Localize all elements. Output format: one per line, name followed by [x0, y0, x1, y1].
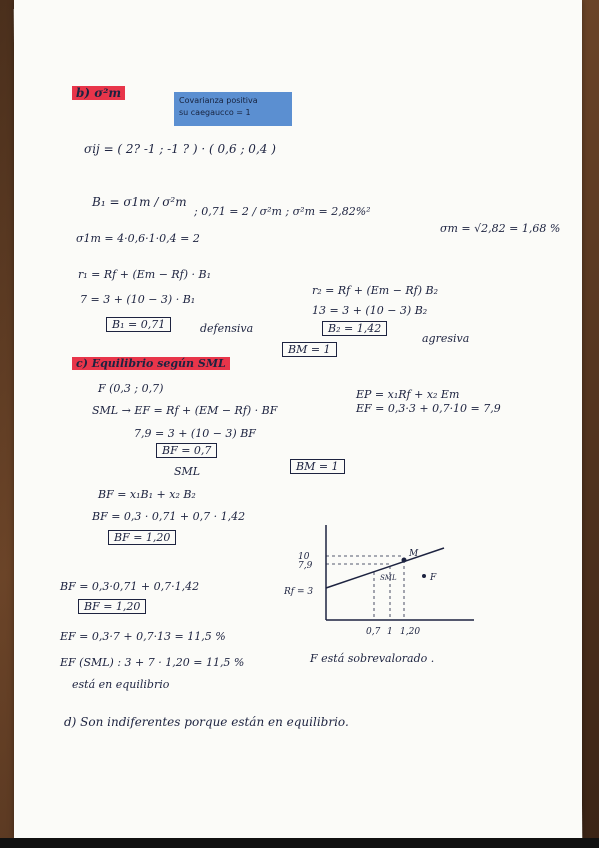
bottom-edge	[0, 838, 599, 848]
beta1-formula: B₁ = σ1m / σ²m	[92, 195, 187, 209]
x-tick-07: 0,7	[366, 627, 381, 637]
ep-equation: EP = x₁Rf + x₂ Em	[356, 388, 460, 401]
sobrevalorado-label: F está sobrevalorado .	[310, 652, 435, 665]
ef-115: EF = 0,3·7 + 0,7·13 = 11,5 %	[60, 630, 226, 643]
equilibrio-label: está en equilibrio	[72, 678, 170, 691]
sticky-note	[174, 92, 292, 126]
bm-result	[282, 343, 337, 356]
b2-result	[322, 322, 387, 335]
sigma-ij-line: σij = ( 2? -1 ; -1 ? ) · ( 0,6 ; 0,4 )	[84, 142, 276, 156]
agresiva-label: agresiva	[422, 332, 470, 345]
y-tick-10: 10	[298, 552, 310, 562]
sigma-m-squared-calc: ; 0,71 = 2 / σ²m ; σ²m = 2,82%²	[194, 205, 371, 218]
b1-box: B₁ = 0,71	[106, 317, 171, 332]
r13-calc: 13 = 3 + (10 − 3) B₂	[312, 304, 428, 317]
bf-weighted: BF = x₁B₁ + x₂ B₂	[98, 488, 196, 501]
section-c-label: c) Equilibrio según SML	[72, 357, 230, 370]
part-b-label: b) σ²m	[72, 86, 125, 100]
y-tick-79: 7,9	[298, 561, 313, 571]
bm-1-result	[290, 460, 345, 473]
rf-label: Rf = 3	[284, 587, 314, 597]
r1-formula: r₁ = Rf + (Em − Rf) · B₁	[78, 268, 212, 281]
section-c-heading	[72, 357, 230, 370]
x-tick-120: 1,20	[400, 627, 421, 637]
bf-120-result	[108, 531, 176, 544]
r2-formula: r₂ = Rf + (Em − Rf) B₂	[312, 284, 439, 297]
part-b-heading	[72, 86, 125, 100]
notebook-page	[14, 0, 582, 838]
sml-equation: SML → EF = Rf + (EM − Rf) · BF	[92, 404, 278, 417]
sticky-note-line2: su caegaucco = 1	[179, 108, 251, 117]
bf-calc: BF = 0,3 · 0,71 + 0,7 · 1,42	[92, 510, 246, 523]
bf-120b-box: BF = 1,20	[78, 599, 146, 614]
bf-calc-second: BF = 0,3·0,71 + 0,7·1,42	[60, 580, 200, 593]
f-label: F	[430, 573, 437, 583]
graph-sml-label: SML	[380, 574, 397, 582]
bf-120-box: BF = 1,20	[108, 530, 176, 545]
bm-1-box: BM = 1	[290, 459, 345, 474]
bf-07-box: BF = 0,7	[156, 443, 217, 458]
bm-box: BM = 1	[282, 342, 337, 357]
sigma-m-result: σm = √2,82 = 1,68 %	[440, 222, 561, 235]
sticky-note-line1: Covarianza positiva	[179, 96, 258, 105]
f-point: F (0,3 ; 0,7)	[98, 382, 164, 395]
sml-under-label: SML	[174, 465, 201, 478]
ef-calc: EF = 0,3·3 + 0,7·10 = 7,9	[356, 402, 501, 415]
bf-07-result	[156, 444, 217, 457]
defensiva-label: defensiva	[200, 322, 254, 335]
r7-calc: 7 = 3 + (10 − 3) · B₁	[80, 293, 196, 306]
b1-result	[106, 318, 171, 331]
sigma-1m-line: σ1m = 4·0,6·1·0,4 = 2	[76, 232, 200, 245]
b2-box: B₂ = 1,42	[322, 321, 387, 336]
sml-graph	[284, 520, 484, 645]
calc-79: 7,9 = 3 + (10 − 3) BF	[134, 427, 256, 440]
point-f	[422, 574, 426, 578]
bf-120b-result	[78, 600, 146, 613]
x-tick-1: 1	[387, 627, 393, 637]
section-d-line: d) Son indiferentes porque están en equilibrio.	[64, 715, 349, 729]
sml-line	[326, 548, 444, 588]
point-m	[402, 558, 407, 563]
m-label: M	[409, 549, 419, 559]
ef-sml-calc: EF (SML) : 3 + 7 · 1,20 = 11,5 %	[60, 656, 245, 669]
